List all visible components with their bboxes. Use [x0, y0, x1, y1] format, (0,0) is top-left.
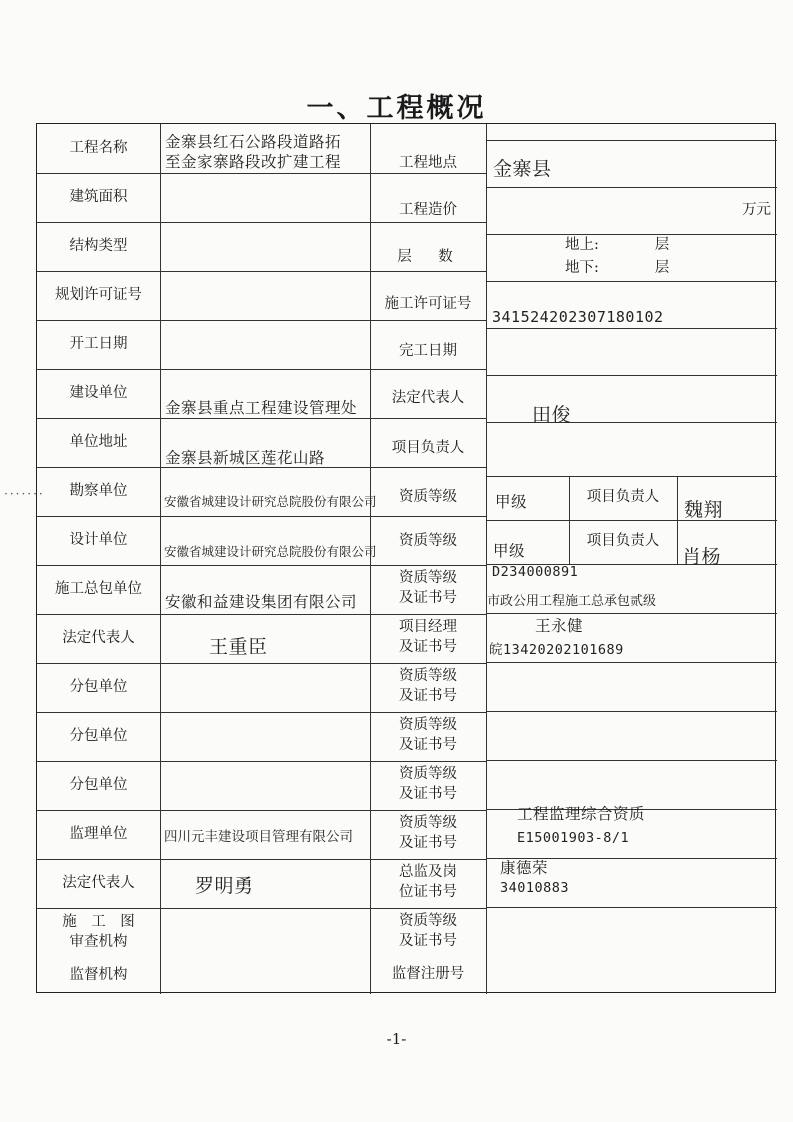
label-chief-supervisor [370, 858, 486, 907]
label-drawing-review-line1: 施 工 图 [62, 913, 135, 930]
design-unit-value: 安徽省城建设计研究总院股份有限公司 [164, 544, 377, 559]
project-name-line2: 至金家寨路段改扩建工程 [165, 153, 342, 171]
page-title: 一、工程概况 [306, 93, 487, 124]
label-sub1-line1: 资质等级 [399, 667, 457, 684]
survey-leader-value: 魏翔 [684, 499, 724, 521]
label-design-grade: 资质等级 [399, 533, 457, 550]
supervision-qualification: 工程监理综合资质 [517, 805, 646, 823]
supervision-legal-rep-value: 罗明勇 [195, 875, 254, 897]
label-design-unit: 设计单位 [69, 531, 128, 548]
contractor-legal-rep-value: 王重臣 [209, 636, 268, 658]
label-general-contractor: 施工总包单位 [55, 580, 142, 597]
label-oversight-agency: 监督机构 [69, 966, 128, 983]
label-developer: 建设单位 [69, 384, 128, 401]
unit-address-value: 金寨县新城区莲花山路 [165, 449, 326, 467]
label-chief-line1: 总监及岗 [399, 863, 457, 880]
label-pm-line1: 项目经理 [399, 618, 457, 635]
margin-mark: ······· [4, 487, 45, 501]
supervision-unit-value: 四川元丰建设项目管理有限公司 [164, 829, 353, 845]
label-sub1-qual [370, 662, 486, 711]
label-review-line1: 资质等级 [399, 912, 457, 929]
chief-supervisor-value: 康德荣 [500, 859, 549, 877]
label-completion-date: 完工日期 [399, 342, 457, 359]
supervision-cert-no: E15001903-8/1 [517, 830, 630, 846]
label-building-area: 建筑面积 [69, 188, 128, 205]
label-survey-grade: 资质等级 [399, 489, 457, 506]
label-drawing-review [37, 908, 160, 957]
label-construction-permit: 施工许可证号 [384, 295, 472, 312]
design-leader-value: 肖杨 [682, 546, 722, 568]
label-project-leader: 项目负责人 [391, 440, 465, 457]
label-planning-permit: 规划许可证号 [55, 286, 142, 303]
survey-grade-value: 甲级 [495, 493, 528, 511]
label-floors: 层 数 [397, 248, 459, 265]
label-survey-unit: 勘察单位 [69, 482, 128, 499]
label-structure-type: 结构类型 [69, 237, 128, 254]
project-overview-table [36, 123, 776, 993]
label-project-name: 工程名称 [69, 139, 128, 156]
contractor-qualification: 市政公用工程施工总承包贰级 [487, 594, 657, 609]
above-ground-label: 地上: [565, 237, 599, 254]
label-subcontractor-1: 分包单位 [69, 678, 128, 695]
label-sub3-line2: 及证书号 [399, 785, 457, 802]
label-start-date: 开工日期 [69, 335, 128, 352]
label-review-qual [370, 907, 486, 956]
below-ground-unit: 层 [654, 260, 670, 277]
below-ground-label: 地下: [565, 260, 599, 277]
pm-cert-value: 皖134202021016​89 [489, 642, 624, 658]
design-grade-value: 甲级 [493, 542, 526, 560]
survey-unit-value: 安徽省城建设计研究总院股份有限公司 [164, 494, 377, 509]
label-sup-line2: 及证书号 [399, 834, 457, 851]
project-name-line1: 金寨县红石公路段道路拓 [165, 133, 342, 151]
label-unit-address: 单位地址 [69, 433, 128, 450]
developer-legal-rep-value: 田俊 [532, 404, 572, 426]
label-contractor-legal-rep: 法定代表人 [62, 629, 135, 646]
construction-permit-value: 341524202307180102 [492, 308, 664, 326]
label-chief-line2: 位证书号 [399, 883, 457, 900]
contractor-cert-no: D234000891 [492, 564, 579, 580]
label-pm-cert [370, 613, 486, 662]
cost-unit: 万元 [742, 201, 771, 218]
label-qual-line2: 及证书号 [399, 589, 457, 606]
label-developer-legal-rep: 法定代表人 [391, 389, 465, 406]
label-project-location: 工程地点 [399, 154, 457, 171]
chief-supervisor-cert-value: 34010883 [500, 880, 570, 896]
label-sub3-line1: 资质等级 [399, 765, 457, 782]
label-contractor-qual [370, 564, 486, 613]
label-design-leader: 项目负责人 [586, 533, 660, 550]
label-sub2-line1: 资质等级 [399, 716, 457, 733]
label-project-cost: 工程造价 [399, 201, 457, 218]
label-review-line2: 及证书号 [399, 932, 457, 949]
project-location-value: 金寨县 [493, 158, 552, 180]
above-ground-unit: 层 [654, 237, 670, 254]
label-sub3-qual [370, 760, 486, 809]
contractor-value: 安徽和益建设集团有限公司 [165, 593, 358, 611]
label-sup-line1: 资质等级 [399, 814, 457, 831]
label-supervision-qual [370, 809, 486, 858]
label-drawing-review-line2: 审查机构 [69, 933, 128, 950]
label-subcontractor-3: 分包单位 [69, 776, 128, 793]
label-pm-line2: 及证书号 [399, 638, 457, 655]
label-oversight-reg: 监督注册号 [391, 966, 465, 983]
label-sub2-line2: 及证书号 [399, 736, 457, 753]
developer-value: 金寨县重点工程建设管理处 [165, 399, 358, 417]
page-number: -1- [386, 1030, 407, 1048]
project-manager-value: 王永健 [535, 617, 584, 635]
label-sub1-line2: 及证书号 [399, 687, 457, 704]
label-subcontractor-2: 分包单位 [69, 727, 128, 744]
label-sub2-qual [370, 711, 486, 760]
label-qual-line1: 资质等级 [399, 569, 457, 586]
label-survey-leader: 项目负责人 [586, 489, 660, 506]
label-supervision-unit: 监理单位 [69, 825, 128, 842]
label-supervision-legal-rep: 法定代表人 [62, 874, 135, 891]
